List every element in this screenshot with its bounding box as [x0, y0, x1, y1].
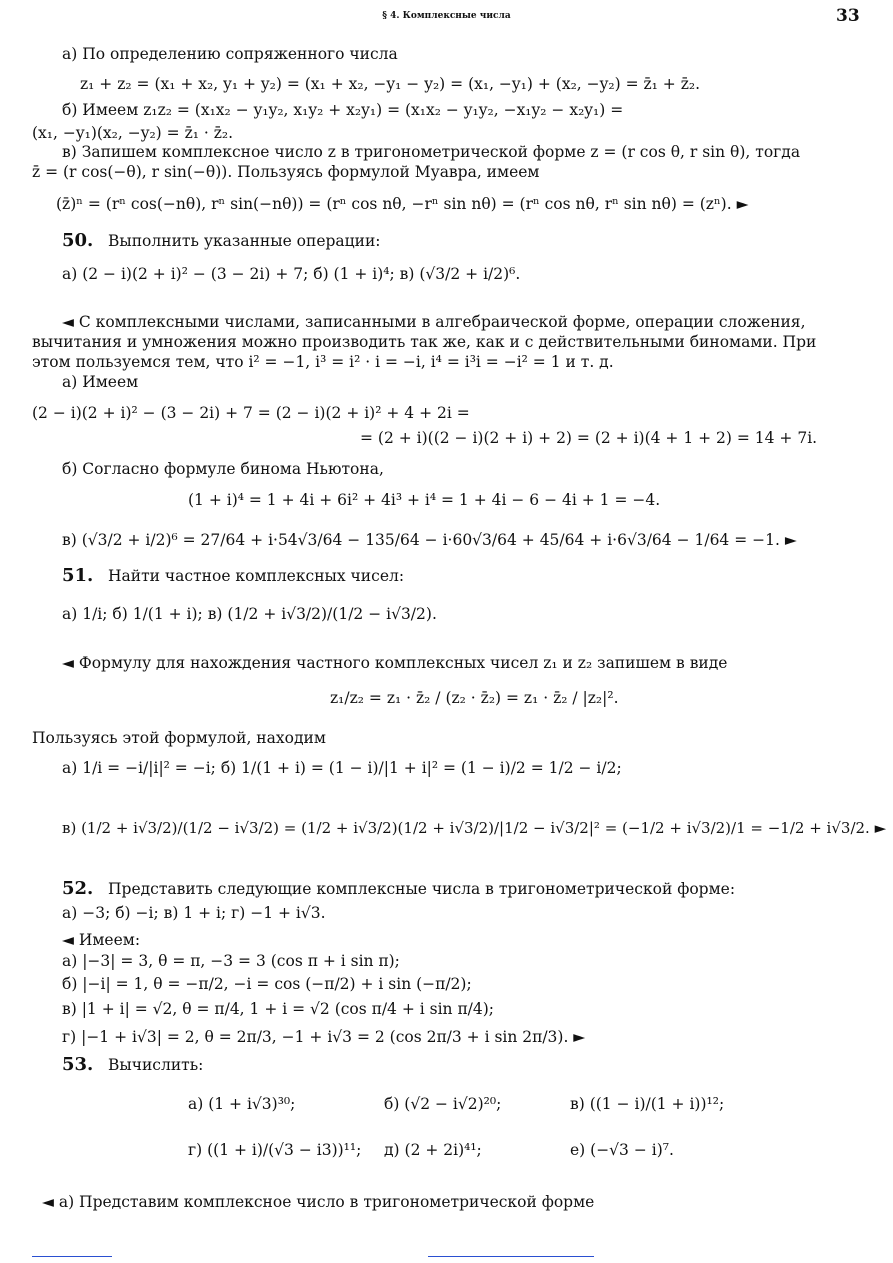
formula-line: (1 + i)⁴ = 1 + 4i + 6i² + 4i³ + i⁴ = 1 + 4i − 6 − 4i + 1 = −4. [188, 491, 661, 509]
text-line: вычитания и умножения можно производить так же, как и с действительными биномами. При [32, 333, 817, 351]
problem-statement: Представить следующие комплексные числа в тригонометрической форме: [108, 880, 736, 898]
text-line: а) По определению сопряженного числа [62, 45, 398, 63]
formula-item: а) (1 + i√3)³⁰; [188, 1095, 296, 1113]
formula-line: а) −3; б) −i; в) 1 + i; г) −1 + i√3. [62, 904, 326, 922]
formula-line: в) (√3/2 + i/2)⁶ = 27/64 + i·54√3/64 − 135/64 − i·60√3/64 + 45/64 + i·6√3/64 − 1/64 = −1. ► [62, 531, 797, 549]
formula-line: б) |−i| = 1, θ = −π/2, −i = cos (−π/2) + i sin (−π/2); [62, 975, 472, 993]
formula-line: = (2 + i)((2 − i)(2 + i) + 2) = (2 + i)(4 + 1 + 2) = 14 + 7i. [360, 429, 818, 447]
problem-number: 50. [62, 230, 94, 251]
formula-item: г) ((1 + i)/(√3 − i3))¹¹; [188, 1141, 362, 1159]
text-line: б) Согласно формуле бинома Ньютона, [62, 460, 384, 478]
page-number: 33 [836, 6, 860, 26]
formula-line: а) (2 − i)(2 + i)² − (3 − 2i) + 7; б) (1 + i)⁴; в) (√3/2 + i/2)⁶. [62, 265, 521, 283]
text-line: б) Имеем z₁z₂ = (x₁x₂ − y₁y₂, x₁y₂ + x₂y₁) = (x₁x₂ − y₁y₂, −x₁y₂ − x₂y₁) = [62, 101, 624, 119]
text-line: этом пользуемся тем, что i² = −1, i³ = i² · i = −i, i⁴ = i³i = −i² = 1 и т. д. [32, 353, 614, 371]
footnote-link-rule [32, 1256, 112, 1257]
problem-number: 52. [62, 878, 94, 899]
formula-item: б) (√2 − i√2)²⁰; [384, 1095, 502, 1113]
formula-item: в) ((1 − i)/(1 + i))¹²; [570, 1095, 725, 1113]
section-header: § 4. Комплексные числа [382, 11, 511, 21]
problem-statement: Найти частное комплексных чисел: [108, 567, 405, 585]
problem-number: 51. [62, 565, 94, 586]
footnote-link-rule [428, 1256, 594, 1257]
problem-statement: Выполнить указанные операции: [108, 232, 381, 250]
formula-line: в) |1 + i| = √2, θ = π/4, 1 + i = √2 (cos π/4 + i sin π/4); [62, 1000, 495, 1018]
text-line: ◄ а) Представим комплексное число в тригонометрической форме [42, 1193, 595, 1211]
formula-line: в) (1/2 + i√3/2)/(1/2 − i√3/2) = (1/2 + i√3/2)(1/2 + i√3/2)/|1/2 − i√3/2|² = (−1/2 + i√3/2)/1 = −1/2 + i√3/2. ► [62, 819, 887, 837]
formula-line: г) |−1 + i√3| = 2, θ = 2π/3, −1 + i√3 = 2 (cos 2π/3 + i sin 2π/3). ► [62, 1028, 586, 1046]
formula-line: z₁ + z₂ = (x₁ + x₂, y₁ + y₂) = (x₁ + x₂, −y₁ − y₂) = (x₁, −y₁) + (x₂, −y₂) = z̄₁ + z̄₂. [80, 75, 701, 93]
text-line: Пользуясь этой формулой, находим [32, 729, 326, 747]
formula-line: (2 − i)(2 + i)² − (3 − 2i) + 7 = (2 − i)(2 + i)² + 4 + 2i = [32, 404, 470, 422]
text-line: ◄ С комплексными числами, записанными в алгебраической форме, операции сложения, [62, 313, 806, 331]
formula-line: а) 1/i; б) 1/(1 + i); в) (1/2 + i√3/2)/(1/2 − i√3/2). [62, 605, 437, 623]
text-line: z̄ = (r cos(−θ), r sin(−θ)). Пользуясь формулой Муавра, имеем [32, 163, 540, 181]
formula-line: а) 1/i = −i/|i|² = −i; б) 1/(1 + i) = (1 − i)/|1 + i|² = (1 − i)/2 = 1/2 − i/2; [62, 759, 622, 777]
problem-statement: Вычислить: [108, 1056, 204, 1074]
formula-item: е) (−√3 − i)⁷. [570, 1141, 674, 1159]
formula-line: а) |−3| = 3, θ = π, −3 = 3 (cos π + i sin π); [62, 952, 400, 970]
problem-number: 53. [62, 1054, 94, 1075]
text-line: а) Имеем [62, 373, 139, 391]
text-line: в) Запишем комплексное число z в тригонометрической форме z = (r cos θ, r sin θ), тогда [62, 143, 801, 161]
text-line: ◄ Имеем: [62, 931, 141, 949]
formula-line: z₁/z₂ = z₁ · z̄₂ / (z₂ · z̄₂) = z₁ · z̄₂ / |z₂|². [330, 689, 619, 707]
formula-item: д) (2 + 2i)⁴¹; [384, 1141, 482, 1159]
formula-line: (z̄)ⁿ = (rⁿ cos(−nθ), rⁿ sin(−nθ)) = (rⁿ cos nθ, −rⁿ sin nθ) = (rⁿ cos nθ, rⁿ sin nθ) = (zⁿ). ► [56, 195, 749, 213]
formula-line: (x₁, −y₁)(x₂, −y₂) = z̄₁ · z̄₂. [32, 124, 234, 142]
text-line: ◄ Формулу для нахождения частного комплексных чисел z₁ и z₂ запишем в виде [62, 654, 728, 672]
